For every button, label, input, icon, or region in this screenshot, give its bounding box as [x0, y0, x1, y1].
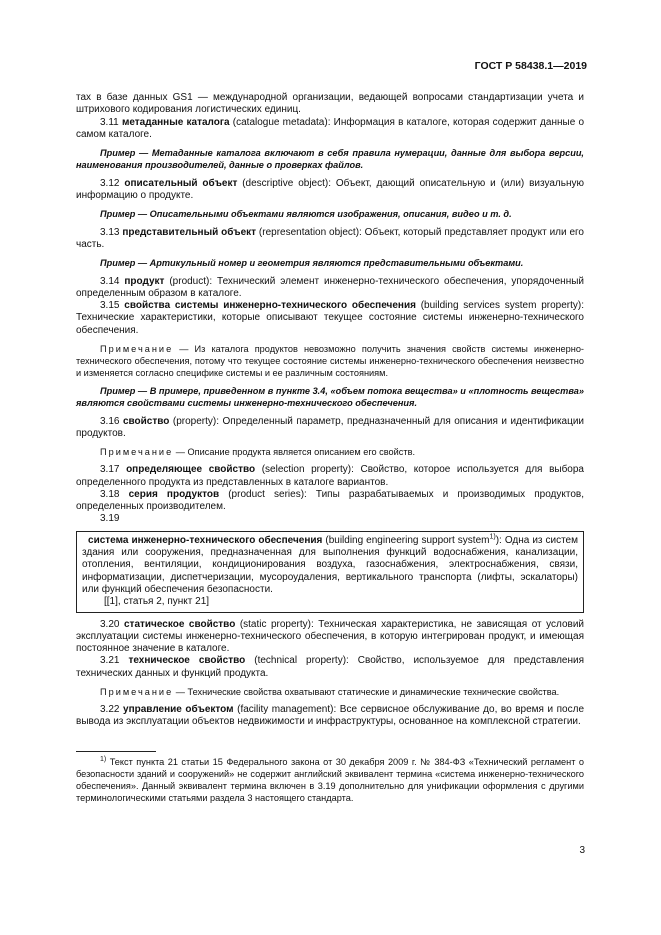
note-3-16: Примечание — Описание продукта является описанием его свойств. — [100, 447, 416, 458]
example-3-15: Пример — В примере, приведенном в пункте 3.4, «объем потока вещества» и «плотность вещества» являются свойствами системы инженерно-технического обеспечения. — [76, 386, 584, 409]
footnote-separator — [76, 751, 156, 752]
paragraph-continuation: тах в базе данных GS1 — международной организации, ведающей вопросами стандартизации учета и штрихового кодирования логистических единиц. — [76, 92, 584, 116]
footnote-ref: 1) — [489, 533, 496, 541]
term-box-3-19 — [76, 531, 584, 613]
term-entry-3-18: 3.18 серия продуктов (product series): Типы разрабатываемых и производимых продуктов, определенных производителем. — [76, 488, 584, 513]
document-body — [76, 92, 584, 805]
term-entry-3-11: 3.11 метаданные каталога (catalogue metadata): Информация в каталоге, которая содержит данные о самом каталоге. — [76, 116, 585, 140]
note-3-15: Примечание — Из каталога продуктов невозможно получить значения свойств системы инженерно-технического обеспечения, потому что текущее состояние системы инженерно-технического обеспечения неизвестно и изменяется согласно специфике системы и ее различным состояниям. — [76, 344, 584, 379]
example-3-12: Пример — Описательными объектами являются изображения, описания, видео и т. д. — [100, 209, 512, 220]
example-3-13: Пример — Артикульный номер и геометрия являются представительными объектами. — [100, 258, 524, 269]
page-number: 3 — [579, 845, 585, 856]
term-entry-3-21: 3.21 техническое свойство (technical property): Свойство, используемое для представления технических данных и функций продукта. — [76, 655, 584, 679]
term-source-reference: [[1], статья 2, пункт 21] — [104, 596, 210, 608]
term-entry-3-17: 3.17 определяющее свойство (selection property): Свойство, которое используется для выбора определенного продукта из представленных в каталоге вариантов. — [76, 464, 584, 488]
term-entry-3-19: система инженерно-технического обеспечения (building engineering support system$^{1)}$): Одна из систем здания или сооружения, предназначенная для выполнения функций водоснабжения, канализации, отопления, вентиляции, кондиционирования воздуха, газоснабжения, электроснабжения, связи, информатизации, диспетчеризации, мусороудаления, вертикального транспорта (лифты, эскалаторы) или функций обеспечения безопасности. — [82, 533, 578, 595]
term-entry-3-13: 3.13 представительный объект (representation object): Объект, который представляет продукт или его часть. — [76, 226, 584, 250]
term-entry-3-16: 3.16 свойство (property): Определенный параметр, предназначенный для описания и идентификации продуктов. — [76, 415, 584, 439]
example-3-11: Пример — Метаданные каталога включают в себя правила нумерации, данные для выбора версии, наименования производителей, данные о проверках файлов. — [76, 148, 584, 171]
document-header: ГОСТ Р 58438.1—2019 — [474, 60, 587, 72]
note-3-21: Примечание — Технические свойства охватывают статические и динамические технические свойства. — [100, 686, 560, 697]
term-number-3-19: 3.19 — [100, 513, 120, 525]
footnote: $^{1)}$ Текст пункта 21 статьи 15 Федерального закона от 30 декабря 2009 г. № 384-ФЗ «Технический регламент о безопасности зданий и сооружений» не содержит английский эквивалент термина «система инженерно-технического обеспечения». Данный эквивалент термина включен в 3.19 дополнительно для унификации оформления с другими терминологическими статьями раздела 3 настоящего стандарта. — [76, 755, 584, 804]
term-entry-3-14: 3.14 продукт (product): Технический элемент инженерно-технического обеспечения, упорядоченный определенным образом в каталоге. — [76, 275, 584, 299]
term-entry-3-20: 3.20 статическое свойство (static property): Техническая характеристика, не зависящая от условий эксплуатации системы инженерно-технического обеспечения, в которую интегрирован продукт, и имеющая постоянное значение в каталоге. — [76, 618, 585, 655]
term-entry-3-15: 3.15 свойства системы инженерно-технического обеспечения (building services system property): Технические характеристики, которые описывают текущее состояние системы инженерно-технического обеспечения. — [76, 300, 585, 336]
term-entry-3-12: 3.12 описательный объект (descriptive object): Объект, дающий описательную и (или) визуальную информацию о продукте. — [76, 177, 584, 202]
term-entry-3-22: 3.22 управление объектом (facility management): Все сервисное обслуживание до, во время и после вывода из эксплуатации объектов недвижимости и инфраструктуры, основанное на комплексной стратегии. — [76, 703, 585, 728]
